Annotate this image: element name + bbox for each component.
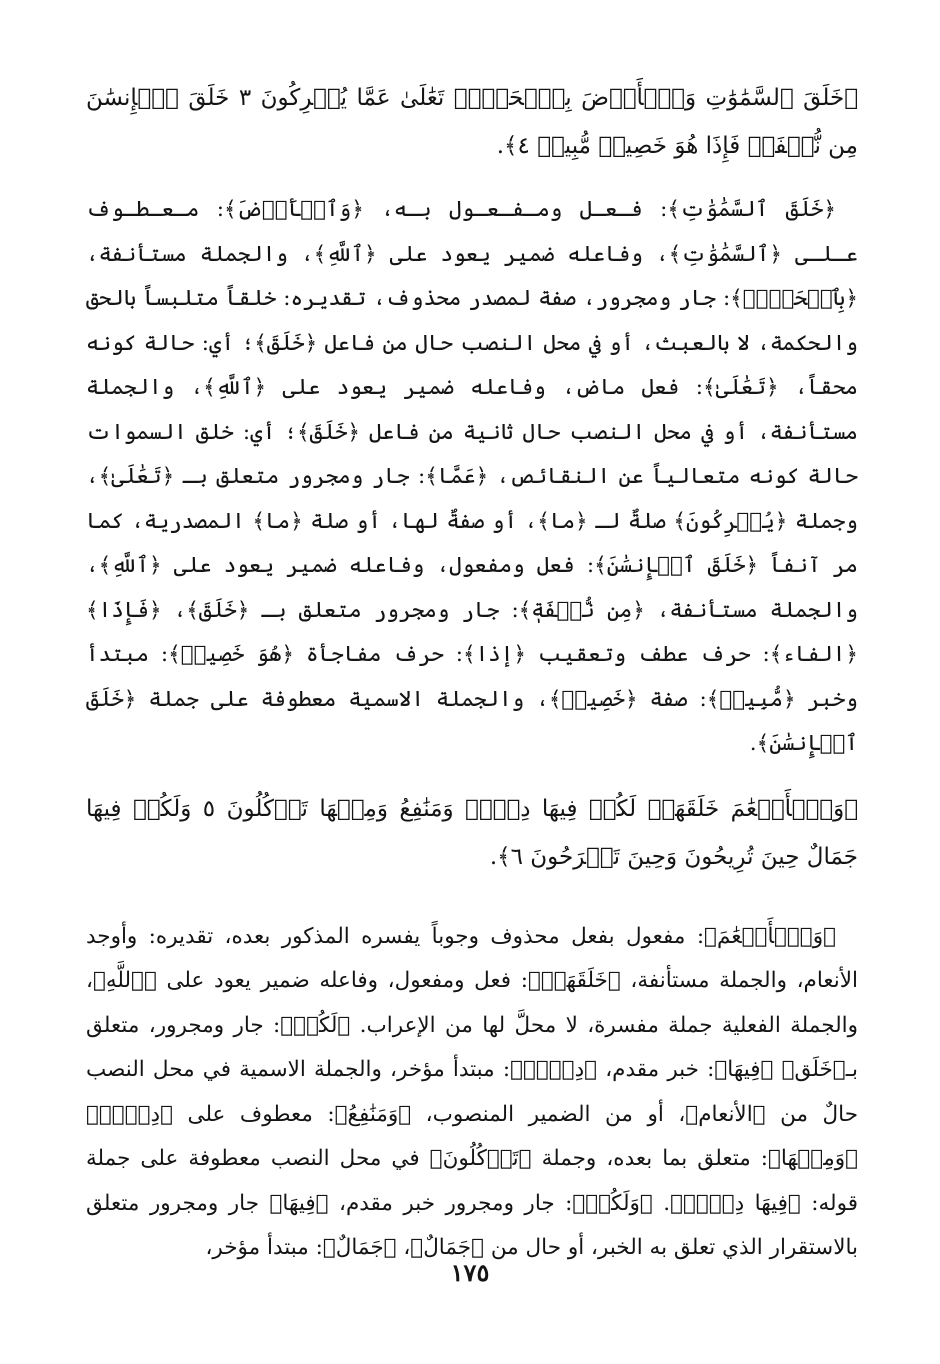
quran-verse-5-6: ﴿وَٱلۡأَنۡعَٰمَ خَلَقَهَاۖ لَكُمۡ فِيهَا دِفۡءٞ وَمَنَٰفِعُ وَمِنۡهَا تَأۡكُلُونَ ٥ وَلَكُمۡ فِيهَا جَمَالٌ حِينَ تُرِيحُونَ وَحِينَ تَسۡرَحُونَ ٦﴾.: [86, 795, 858, 870]
grammar-paragraph-2: ﴿وَٱلۡأَنۡعَٰمَ﴾: مفعول بفعل محذوف وجوباً يفسره المذكور بعده، تقديره: وأوجد الأنعام، والجملة مستأنفة، ﴿خَلَقَهَاۖ﴾: فعل ومفعول، وفاعله ضمير يعود على ﴿ٱللَّهِ﴾، والجملة الفعلية جملة مفسرة، لا محلَّ لها من الإعراب. ﴿لَكُمۡ﴾: جار ومجرور، متعلق بـ﴿خَلَق﴾ ﴿فِيهَا﴾: خبر مقدم، ﴿دِفۡءٞ﴾: مبتدأ مؤخر، والجملة الاسمية في محل النصب حالٌ من ﴿الأنعام﴾، أو من الضمير المنصوب، ﴿وَمَنَٰفِعُ﴾: معطوف على ﴿دِفۡءٞ﴾ ﴿وَمِنۡهَا﴾: متعلق بما بعده، وجملة ﴿تَأۡكُلُونَ﴾ في محل النصب معطوفة على جملة قوله: ﴿فِيهَا دِفۡءٞ﴾. ﴿وَلَكُمۡ﴾: جار ومجرور خبر مقدم، ﴿فِيهَا﴾ جار ومجرور متعلق بالاستقرار الذي تعلق به الخبر، أو حال من ﴿جَمَالٌ﴾، ﴿جَمَالٌ﴾: مبتدأ مؤخر،: [86, 923, 858, 1260]
quran-verse-3-4: ﴿خَلَقَ ٱلسَّمَٰوَٰتِ وَٱلۡأَرۡضَ بِٱلۡحَقِّۚ تَعَٰلَىٰ عَمَّا يُشۡرِكُونَ ٣ خَلَقَ ٱلۡإِنسَٰنَ مِن نُّطۡفَةٖ فَإِذَا هُوَ خَصِيمٞ مُّبِينٞ ٤﴾.: [86, 85, 858, 159]
page-number: ١٧٥: [450, 1258, 490, 1287]
page-body: [86, 74, 858, 1271]
grammar-paragraph-1: ﴿خَلَقَ ٱلسَّمَٰوَٰتِ﴾: فـعـل ومـفـعـول بـه، ﴿وَٱلۡأَرۡضَ﴾: مـعـطـوف عـلـى ﴿ٱلسَّمَٰوَٰتِ﴾، وفاعله ضمير يعود على ﴿ٱللَّهِ﴾، والجملة مستأنفة، ﴿بِٱلۡحَقِّۚ﴾: جار ومجرور، صفة لمصدر محذوف، تقديره: خلقاً متلبساً بالحق والحكمة، لا بالعبث، أو في محل النصب حال من فاعل ﴿خَلَقَ﴾؛ أي: حالة كونه محقاً، ﴿تَعَٰلَىٰ﴾: فعل ماض، وفاعله ضمير يعود على ﴿ٱللَّهِ﴾، والجملة مستأنفة، أو في محل النصب حال ثانية من فاعل ﴿خَلَقَ﴾؛ أي: خلق السموات حالة كونه متعالياً عن النقائص، ﴿عَمَّا﴾: جار ومجرور متعلق بـ ﴿تَعَٰلَىٰ﴾، وجملة ﴿يُشۡرِكُونَ﴾ صلةٌ لـ ﴿ما﴾، أو صفةٌ لها، أو صلة ﴿ما﴾ المصدرية، كما مر آنفاً ﴿خَلَقَ ٱلۡإِنسَٰنَ﴾: فعل ومفعول، وفاعله ضمير يعود على ﴿ٱللَّهِ﴾، والجملة مستأنفة، ﴿مِن نُّطۡفَةٖ﴾: جار ومجرور متعلق بـ ﴿خَلَقَ﴾، ﴿فَإِذَا﴾ ﴿الفاء﴾: حرف عطف وتعقيب ﴿إذا﴾: حرف مفاجأة ﴿هُوَ خَصِيمٞ﴾: مبتدأ وخبر ﴿مُّبِينٞ﴾: صفة ﴿خَصِيمٞ﴾، والجملة الاسمية معطوفة على جملة ﴿خَلَقَ ٱلۡإِنسَٰنَ﴾.: [86, 197, 859, 756]
